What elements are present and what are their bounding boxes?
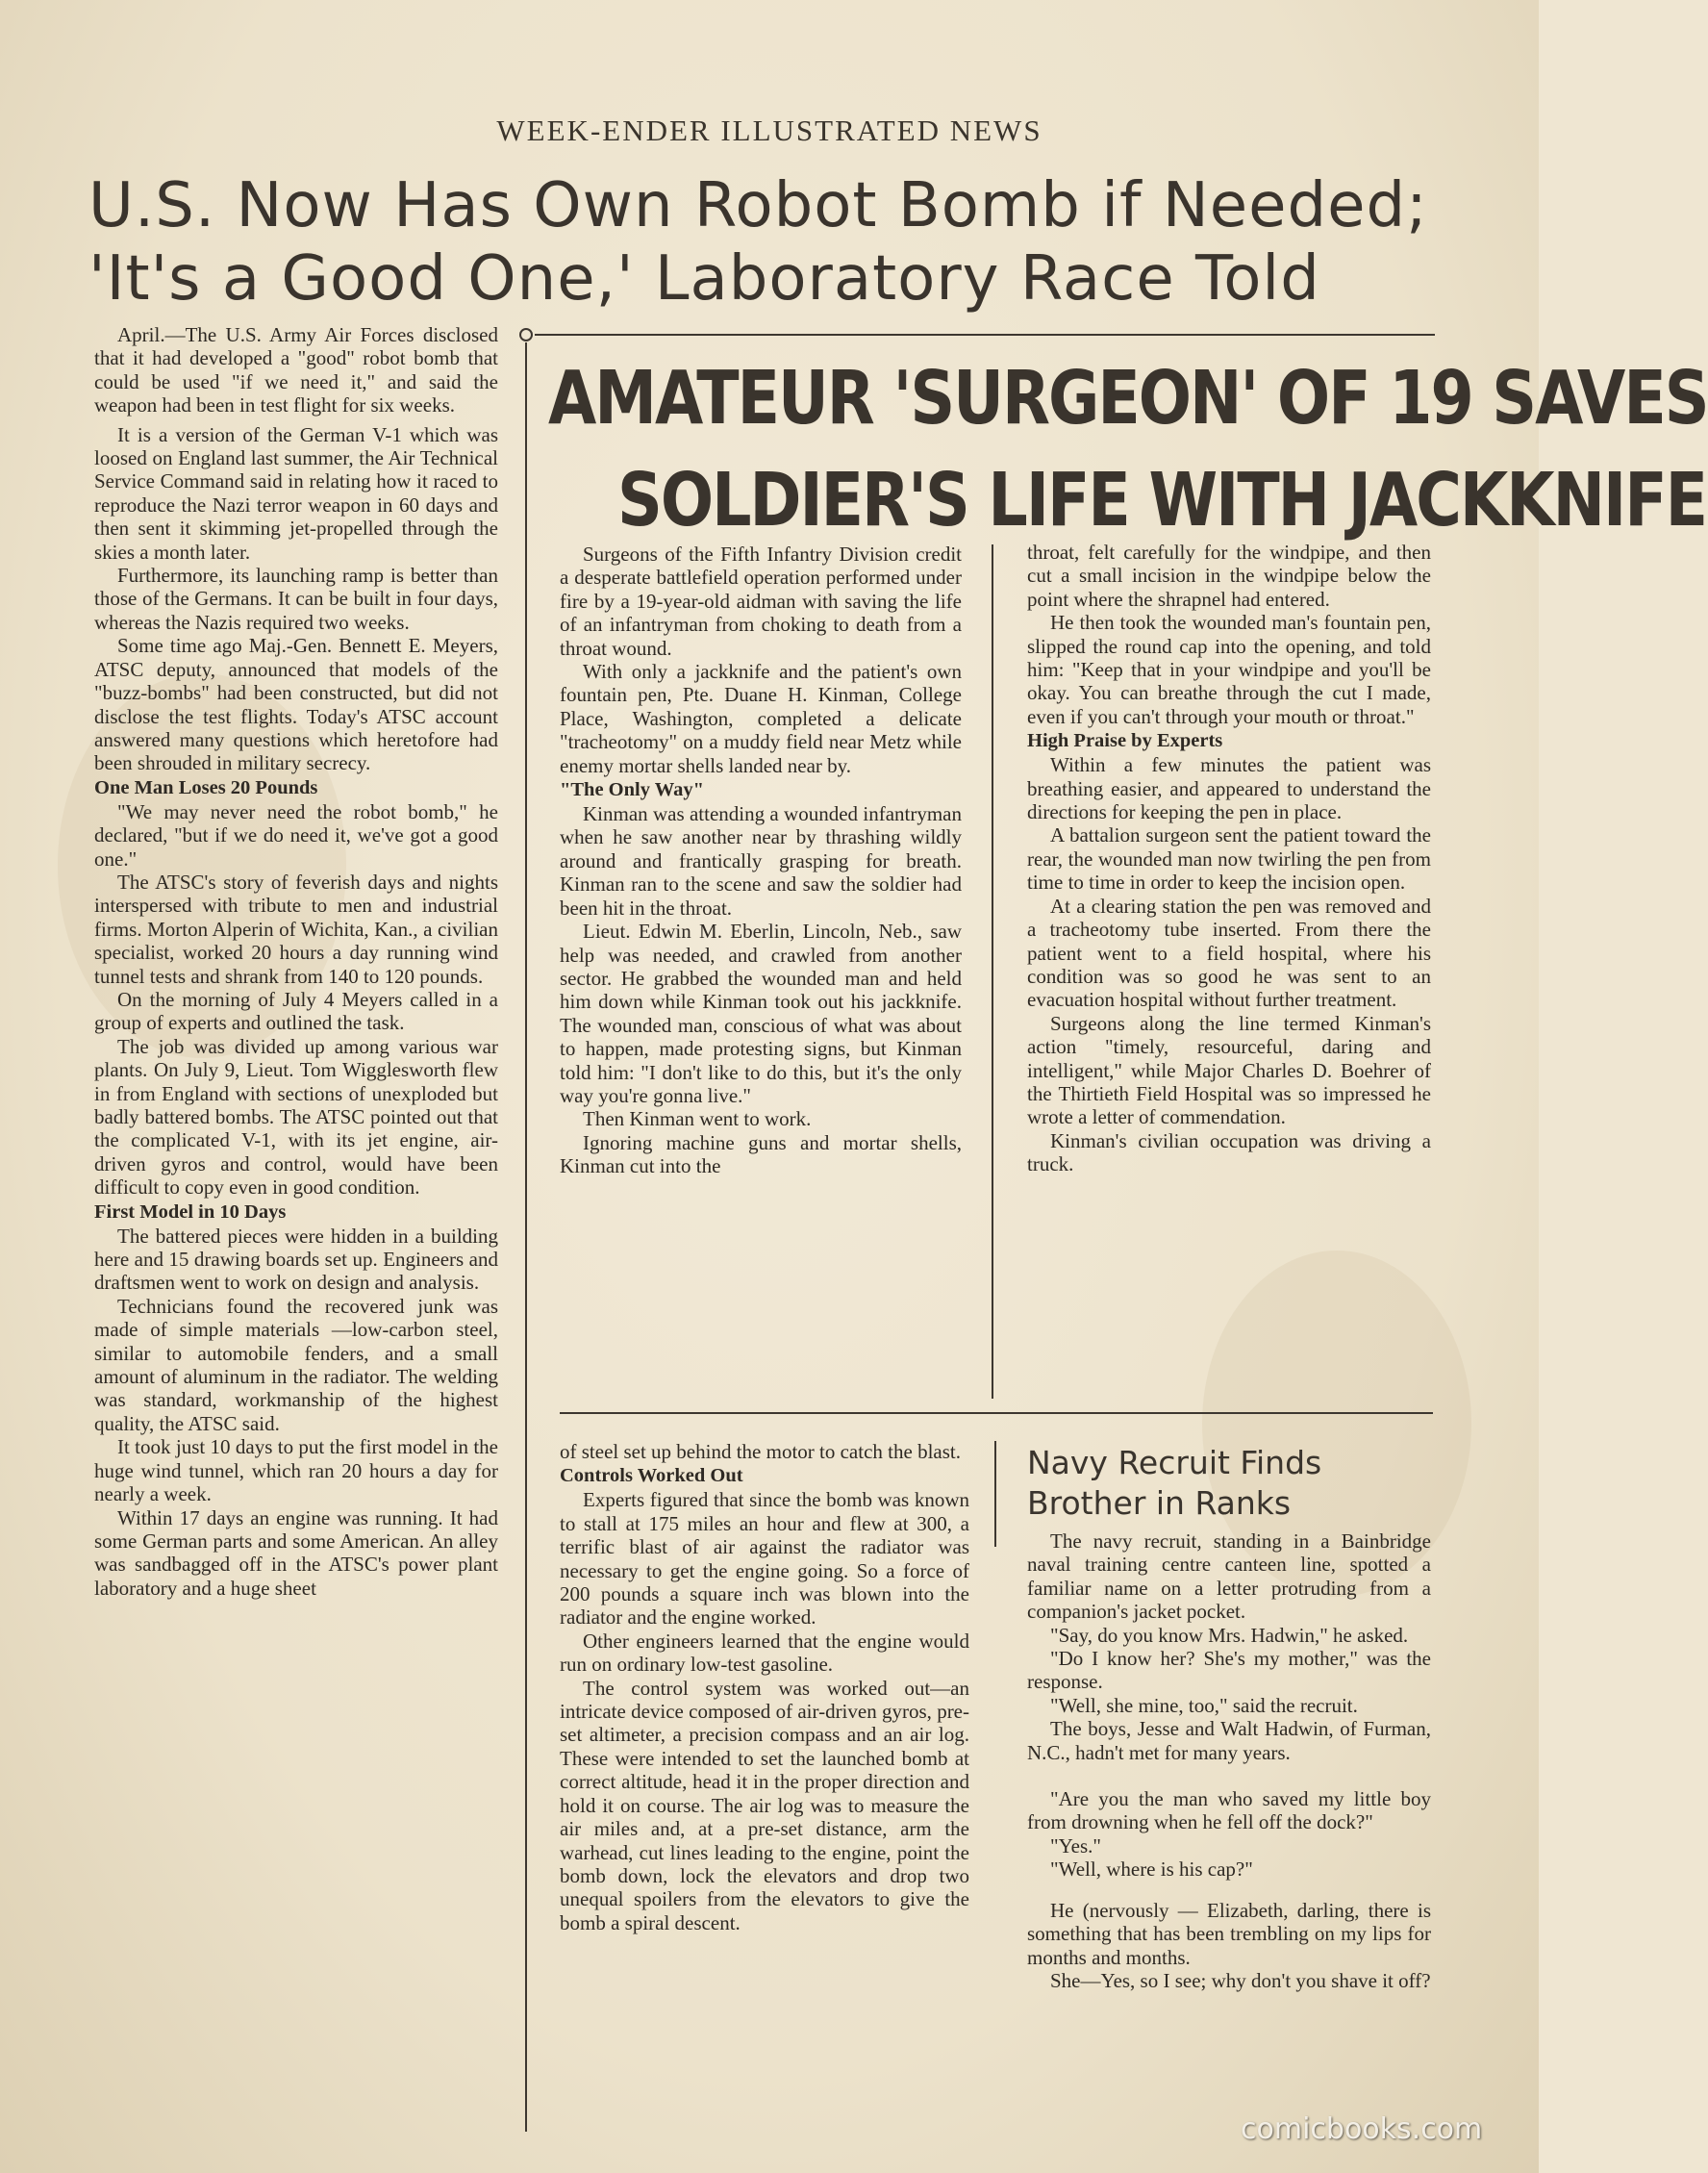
joke-line: "Yes." [1050,1833,1101,1857]
surgeon-story-column-1 [560,543,962,1178]
robot-story-column-2 [560,1440,969,1934]
paragraph: He then took the wounded man's fountain pen, slipped the round cap into the opening, and told him: "Keep that in your windpipe and you'll be okay. You can breathe through the cut I made, even if you can't through your mouth or throat." [1027,611,1431,728]
subheading: Controls Worked Out [560,1465,743,1487]
joke-line: "Well, where is his cap?" [1050,1857,1253,1882]
surgeon-story-column-2 [1027,541,1431,1176]
paragraph: "Well, she mine, too," said the recruit. [1050,1693,1358,1717]
joke-line: He (nervously — Elizabeth, darling, there is something that has been trembling on my lips for months and months. [1027,1898,1431,1969]
navy-story-column [1027,1529,1431,1992]
paragraph: Other engineers learned that the engine would run on ordinary low-test gasoline. [560,1629,969,1677]
subheading: "The Only Way" [560,779,704,801]
surgeon-headline [548,348,1708,552]
paragraph: The job was divided up among various war plants. On July 9, Lieut. Tom Wigglesworth flew in from England with sections of unexploded but badly battered bombs. The ATSC pointed out that the complicated V-1, with its jet engine, air-driven gyros and control, would have been difficult to copy even in good condition. [94,1034,498,1200]
paragraph: It is a version of the German V-1 which was loosed on England last summer, the Air Technical Service Command said in relating how it raced to reproduce the Nazi terror weapon in 60 days and then sent it skimming jet-propelled through the skies a month later. [94,422,498,564]
column-rule [992,544,993,1399]
paragraph: Within 17 days an engine was running. It had some German parts and some American. An alley was sandbagged off in the ATSC's power plant laboratory and a huge sheet [94,1505,498,1600]
surgeon-headline-line-1: AMATEUR 'SURGEON' OF 19 SAVES [548,356,1708,442]
paragraph: A battalion surgeon sent the patient toward the rear, the wounded man now twirling the pen from time to time in order to keep the incision open. [1027,823,1431,895]
headline-line-2: 'It's a Good One,' Laboratory Race Told [88,243,1320,315]
paragraph: The ATSC's story of feverish days and nights interspersed with tribute to men and industrial firms. Morton Alperin of Wichita, Kan., a civilian specialist, worked 20 hours a day running wind tunnel tests and shrank from 140 to 120 pounds. [94,870,498,988]
paragraph: throat, felt carefully for the windpipe, and then cut a small incision in the windpipe below the point where the shrapnel had entered. [1027,541,1431,611]
paragraph: The battered pieces were hidden in a building here and 15 drawing boards set up. Engineers and draftsmen went to work on design and analysis. [94,1224,498,1295]
paragraph: "Say, do you know Mrs. Hadwin," he asked. [1050,1623,1409,1647]
column-rule [525,342,527,2132]
paragraph: With only a jackknife and the patient's own fountain pen, Pte. Duane H. Kinman, College Place, Washington, completed a delicate "tracheotomy" on a muddy field near Metz while enemy mortar shells landed near by. [560,660,962,777]
paragraph: Within a few minutes the patient was breathing easier, and appeared to understand the directions for keeping the pen in place. [1027,753,1431,824]
navy-headline [1027,1443,1431,1524]
masthead: WEEK-ENDER ILLUSTRATED NEWS [496,114,1042,147]
paragraph: Some time ago Maj.-Gen. Bennett E. Meyers, ATSC deputy, announced that models of the "buzz-bombs" had been constructed, but did not disclose the test flights. Today's ATSC account answered many questions which heretofore had been shrouded in military secrecy. [94,634,498,775]
surgeon-headline-line-2: SOLDIER'S LIFE WITH JACKKNIFE [617,458,1707,543]
rule-ornament [519,328,533,341]
paragraph: Experts figured that since the bomb was known to stall at 175 miles an hour and flew at 300, a terrific blast of air against the radiator was necessary to get the engine going. So a force of 200 pounds a square inch was blown into the radiator and the engine worked. [560,1488,969,1630]
paragraph: At a clearing station the pen was removed and a tracheotomy tube inserted. From there the patient went to a field hospital, where his condition was so good he was sent to an evacuation hospital without further treatment. [1027,894,1431,1012]
paragraph: April.—The U.S. Army Air Forces disclosed that it had developed a "good" robot bomb that could be used "if we need it," and said the weapon had been in test flight for six weeks. [94,323,498,417]
spacer [1027,1882,1431,1899]
paragraph: Furthermore, its launching ramp is better than those of the Germans. It can be built in four days, whereas the Nazis required two weeks. [94,564,498,634]
paragraph: "We may never need the robot bomb," he declared, "but if we do need it, we've got a good one." [94,799,498,871]
subheading: First Model in 10 Days [94,1200,287,1223]
paragraph: The navy recruit, standing in a Bainbridge naval training centre canteen line, spotted a familiar name on a letter protruding from a companion's jacket pocket. [1027,1529,1431,1624]
headline-line-1: U.S. Now Has Own Robot Bomb if Needed; [88,170,1428,241]
paragraph: "Do I know her? She's my mother," was the response. [1027,1647,1431,1694]
paragraph: of steel set up behind the motor to catch the blast. [560,1440,961,1463]
paragraph: Then Kinman went to work. [583,1107,812,1131]
joke-line: "Are you the man who saved my little boy from drowning when he fell off the dock?" [1027,1787,1431,1834]
paragraph: Kinman's civilian occupation was driving a truck. [1027,1128,1431,1176]
subheading: One Man Loses 20 Pounds [94,776,318,798]
joke-line: She—Yes, so I see; why don't you shave it off? [1050,1968,1431,1992]
paragraph: Technicians found the recovered junk was made of simple materials —low-carbon steel, similar to automobile fenders, and a small amount of aluminum in the radiator. The welding was standard, workmanship of the highest quality, the ATSC said. [94,1294,498,1435]
paragraph: Surgeons of the Fifth Infantry Division credit a desperate battlefield operation performed under fire by a 19-year-old aidman with saving the life of an infantryman from choking to death from a throat wound. [560,543,962,660]
paragraph: On the morning of July 4 Meyers called in a group of experts and outlined the task. [94,987,498,1035]
column-rule [994,1441,996,1547]
watermark: comicbooks.com [1241,2112,1483,2146]
spacer [1027,1764,1431,1787]
paragraph: It took just 10 days to put the first model in the huge wind tunnel, which ran 20 hours a day for nearly a week. [94,1435,498,1506]
paragraph: Surgeons along the line termed Kinman's action "timely, resourceful, daring and intelligent," while Major Charles D. Boehrer of the Thirtieth Field Hospital was so impressed he wrote a letter of commendation. [1027,1011,1431,1129]
paragraph: Ignoring machine guns and mortar shells, Kinman cut into the [560,1130,962,1178]
paragraph: Kinman was attending a wounded infantryman when he saw another near by thrashing wildly around and frantically grasping for breath. Kinman ran to the scene and saw the soldier had been hit in the throat. [560,802,962,920]
section-rule [560,1412,1433,1414]
navy-headline-line-1: Navy Recruit Finds [1027,1444,1322,1481]
main-headline [88,169,1454,316]
navy-headline-line-2: Brother in Ranks [1027,1484,1292,1522]
paragraph: The boys, Jesse and Walt Hadwin, of Furman, N.C., hadn't met for many years. [1027,1717,1431,1764]
paragraph: The control system was worked out—an intricate device composed of air-driven gyros, pre-set altimeter, a precision compass and an air log. These were intended to set the launched bomb at correct altitude, head it in the proper direction and hold it on course. The air log was to measure the air miles and, at a pre-set distance, arm the warhead, cut lines leading to the engine, point the bomb down, lock the elevators and drop two unequal spoilers from the elevators to give the bomb a spiral descent. [560,1676,969,1934]
top-rule [535,334,1435,336]
robot-story-column-1 [94,323,498,1600]
paragraph: Lieut. Edwin M. Eberlin, Lincoln, Neb., saw help was needed, and crawled from another sector. He grabbed the wounded man and held him down while Kinman took out his jackknife. The wounded man, conscious of what was about to happen, made protesting signs, but Kinman told him: "I don't like to do this, but it's the only way you're gonna live." [560,920,962,1107]
subheading: High Praise by Experts [1027,730,1223,752]
